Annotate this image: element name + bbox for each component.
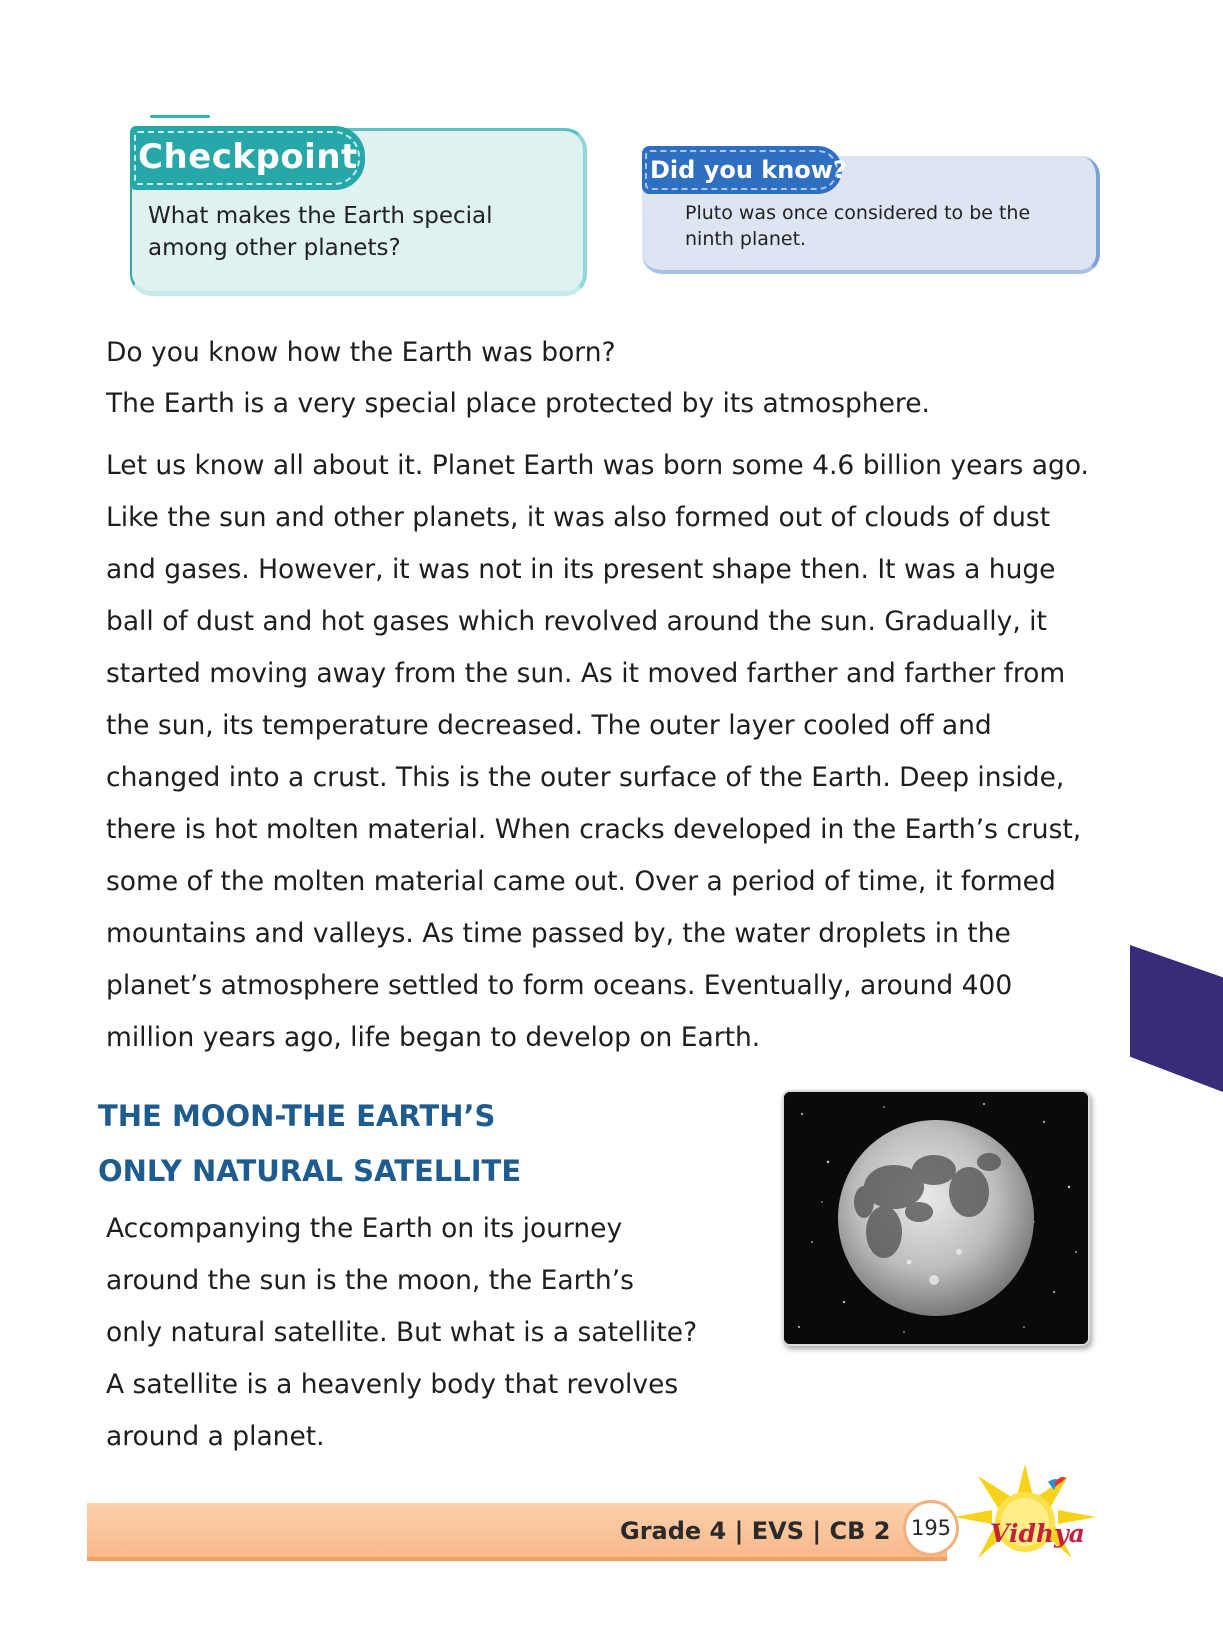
paragraph-line: Like the sun and other planets, it was also formed out of clouds of dust (106, 502, 1051, 533)
moon-text-line: around a planet. (106, 1421, 325, 1452)
paragraph-line: planet’s atmosphere settled to form oceans. Eventually, around 400 (106, 970, 1013, 1001)
moon-icon (784, 1092, 1088, 1344)
brand-logo-text: Vidhya (990, 1519, 1085, 1548)
checkpoint-question (148, 200, 558, 264)
paragraph-line: changed into a crust. This is the outer surface of the Earth. Deep inside, (106, 762, 1065, 793)
checkpoint-title: Checkpoint (138, 137, 358, 177)
intro-line: The Earth is a very special place protected by its atmosphere. (106, 388, 930, 419)
did-you-know-line: ninth planet. (685, 228, 807, 250)
moon-text-line: Accompanying the Earth on its journey (106, 1213, 623, 1244)
moon-text-line: only natural satellite. But what is a satellite? (106, 1317, 698, 1348)
footer-underline (87, 1557, 947, 1561)
paragraph-line: and gases. However, it was not in its present shape then. It was a huge (106, 554, 1056, 585)
paragraph-line: million years ago, life began to develop on Earth. (106, 1022, 761, 1053)
paragraph-line: started moving away from the sun. As it moved farther and farther from (106, 658, 1066, 689)
moon-photo (782, 1090, 1090, 1346)
section-heading: ONLY NATURAL SATELLITE (98, 1154, 522, 1188)
paragraph-line: Let us know all about it. Planet Earth was born some 4.6 billion years ago. (106, 450, 1089, 481)
intro-line: Do you know how the Earth was born? (106, 337, 616, 368)
paragraph-line: the sun, its temperature decreased. The outer layer cooled off and (106, 710, 992, 741)
chapter-side-tab (1130, 945, 1223, 1092)
moon-text-line: around the sun is the moon, the Earth’s (106, 1265, 634, 1296)
paragraph-line: there is hot molten material. When cracks developed in the Earth’s crust, (106, 814, 1082, 845)
page-number: 195 (910, 1516, 952, 1540)
did-you-know-line: Pluto was once considered to be the (685, 202, 1031, 224)
checkpoint-accent-line (150, 115, 210, 118)
section-heading: THE MOON-THE EARTH’S (98, 1099, 496, 1133)
checkpoint-question-line: among other planets? (148, 235, 401, 261)
paragraph-line: ball of dust and hot gases which revolved around the sun. Gradually, it (106, 606, 1047, 637)
moon-text-line: A satellite is a heavenly body that revolves (106, 1369, 679, 1400)
checkpoint-question-line: What makes the Earth special (148, 203, 493, 229)
paragraph-line: mountains and valleys. As time passed by, the water droplets in the (106, 918, 1011, 949)
did-you-know-title: Did you know? (650, 156, 847, 184)
did-you-know-text (685, 200, 1080, 252)
paragraph-line: some of the molten material came out. Over a period of time, it formed (106, 866, 1056, 897)
footer-label: Grade 4 | EVS | CB 2 (620, 1517, 891, 1545)
